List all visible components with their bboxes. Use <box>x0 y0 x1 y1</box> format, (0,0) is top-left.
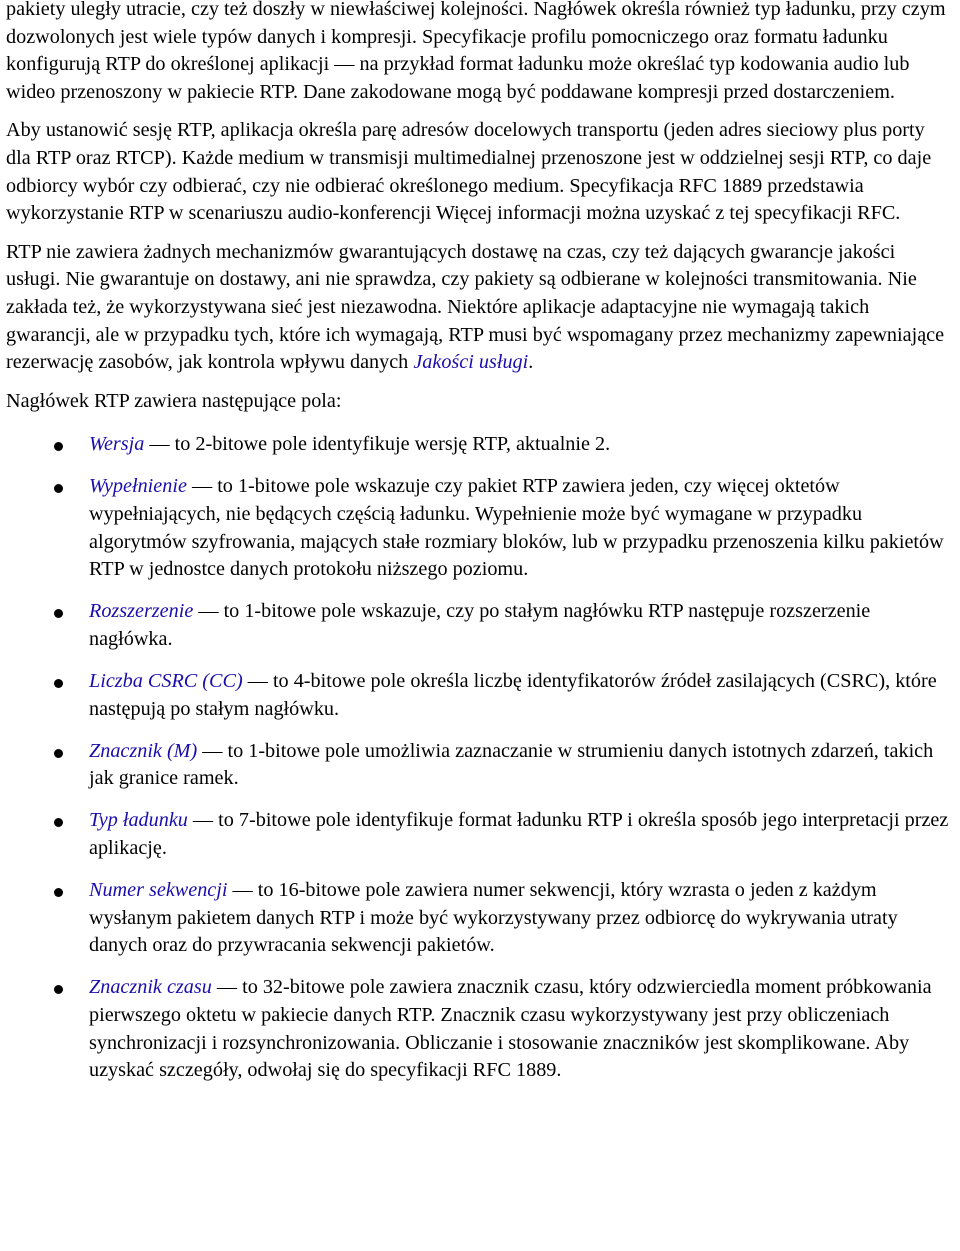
link-timestamp[interactable]: Znacznik czasu <box>89 976 212 999</box>
field-description: — to 1-bitowe pole wskazuje czy pakiet RTP zawiera jeden, czy więcej oktetów wypełniających, nie będących częścią ładunku. Wypełnienie może być wymagane w przypadku algorytmów szyfrowania, mających stałe rozmiary bloków, lub w przypadku przenoszenia kilku pakietów RTP w jednostce danych protokołu niższego poziomu. <box>89 475 944 581</box>
field-description: — to 32-bitowe pole zawiera znacznik czasu, który odzwierciedla moment próbkowania pierwszego oktetu w pakiecie danych RTP. Znacznik czasu wykorzystywany jest przy obliczeniach synchronizacji i rozsynchronizowania. Obliczanie i stosowanie znaczników jest skomplikowane. Aby uzyskać szczegóły, odwołaj się do specyfikacji RFC 1889. <box>89 976 932 1082</box>
list-item-csrc-count <box>89 668 954 723</box>
link-payload-type[interactable]: Typ ładunku <box>89 809 188 832</box>
link-quality-of-service[interactable]: Jakości usługi <box>413 351 529 374</box>
bullet-icon <box>54 749 63 758</box>
list-item-extension <box>89 598 954 653</box>
bullet-icon <box>54 888 63 897</box>
list-item-timestamp <box>89 974 954 1084</box>
field-description: — to 16-bitowe pole zawiera numer sekwencji, który wzrasta o jeden z każdym wysłanym pakietem danych RTP i może być wykorzystywany przez odbiorcę do wykrywania utraty danych oraz do przywracania sekwencji pakietów. <box>89 879 898 957</box>
paragraph-rtp-session: Aby ustanowić sesję RTP, aplikacja określa parę adresów docelowych transportu (jeden adres sieciowy plus porty dla RTP oraz RTCP). Każde medium w transmisji multimedialnej przenoszone jest w oddzielnej sesji RTP, co daje odbiorcy wybór czy odbierać, czy nie odbierać określonego medium. Specyfikacja RFC 1889 przedstawia wykorzystanie RTP w scenariuszu audio-konferencji Więcej informacji można uzyskać z tej specyfikacji RFC. <box>6 119 932 225</box>
bullet-icon <box>54 484 63 493</box>
list-item-sequence-number <box>89 877 954 960</box>
header-fields-list <box>6 431 954 1084</box>
link-padding[interactable]: Wypełnienie <box>89 475 187 498</box>
field-description: — to 4-bitowe pole określa liczbę identyfikatorów źródeł zasilających (CSRC), które następują po stałym nagłówku. <box>89 669 937 720</box>
bullet-icon <box>54 985 63 994</box>
bullet-icon <box>54 609 63 618</box>
list-item-marker <box>89 738 954 793</box>
list-item-version <box>89 431 954 459</box>
field-description: — to 7-bitowe pole identyfikuje format ładunku RTP i określa sposób jego interpretacji przez aplikację. <box>89 809 949 859</box>
link-csrc-count[interactable]: Liczba CSRC (CC) <box>89 669 243 692</box>
paragraph-rtp-guarantees-end: . <box>528 351 534 374</box>
link-marker[interactable]: Znacznik (M) <box>89 739 198 762</box>
bullet-icon <box>54 442 63 451</box>
paragraph-rtp-guarantees <box>6 239 954 377</box>
bullet-icon <box>54 818 63 827</box>
list-item-payload-type <box>89 807 954 862</box>
list-item-padding <box>89 473 954 583</box>
field-description: — to 1-bitowe pole umożliwia zaznaczanie w strumieniu danych istotnych zdarzeń, takich jak granice ramek. <box>89 739 934 790</box>
link-version[interactable]: Wersja <box>89 433 145 456</box>
link-extension[interactable]: Rozszerzenie <box>89 600 194 623</box>
field-description: — to 1-bitowe pole wskazuje, czy po stałym nagłówku RTP następuje rozszerzenie nagłówka. <box>89 600 871 650</box>
field-description: — to 2-bitowe pole identyfikuje wersję RTP, aktualnie 2. <box>144 433 611 456</box>
link-sequence-number[interactable]: Numer sekwencji <box>89 879 228 902</box>
paragraph-header-description: pakiety uległy utracie, czy też doszły w niewłaściwej kolejności. Nagłówek określa również typ ładunku, przy czym dozwolonych jest wiele typów danych i kompresji. Specyfikacje profilu pomocniczego oraz formatu ładunku konfigurują RTP do określonej aplikacji — na przykład format ładunku może określać typ kodowania audio lub wideo przenoszony w pakiecie RTP. Dane zakodowane mogą być poddawane kompresji przed dostarczeniem. <box>6 0 946 103</box>
bullet-icon <box>54 679 63 688</box>
paragraph-header-fields-intro: Nagłówek RTP zawiera następujące pola: <box>6 389 342 412</box>
paragraph-rtp-guarantees-text: RTP nie zawiera żadnych mechanizmów gwarantujących dostawę na czas, czy też dających gwarancje jakości usługi. Nie gwarantuje on dostawy, ani nie sprawdza, czy pakiety są odbierane w kolejności transmitowania. Nie zakłada też, że wykorzystywana sieć jest niezawodna. Niektóre aplikacje adaptacyjne nie wymagają takich gwarancji, ale w przypadku tych, które ich wymagają, RTP musi być wspomagany przez mechanizmy zapewniające rezerwację zasobów, jak kontrola wpływu danych <box>6 240 945 374</box>
